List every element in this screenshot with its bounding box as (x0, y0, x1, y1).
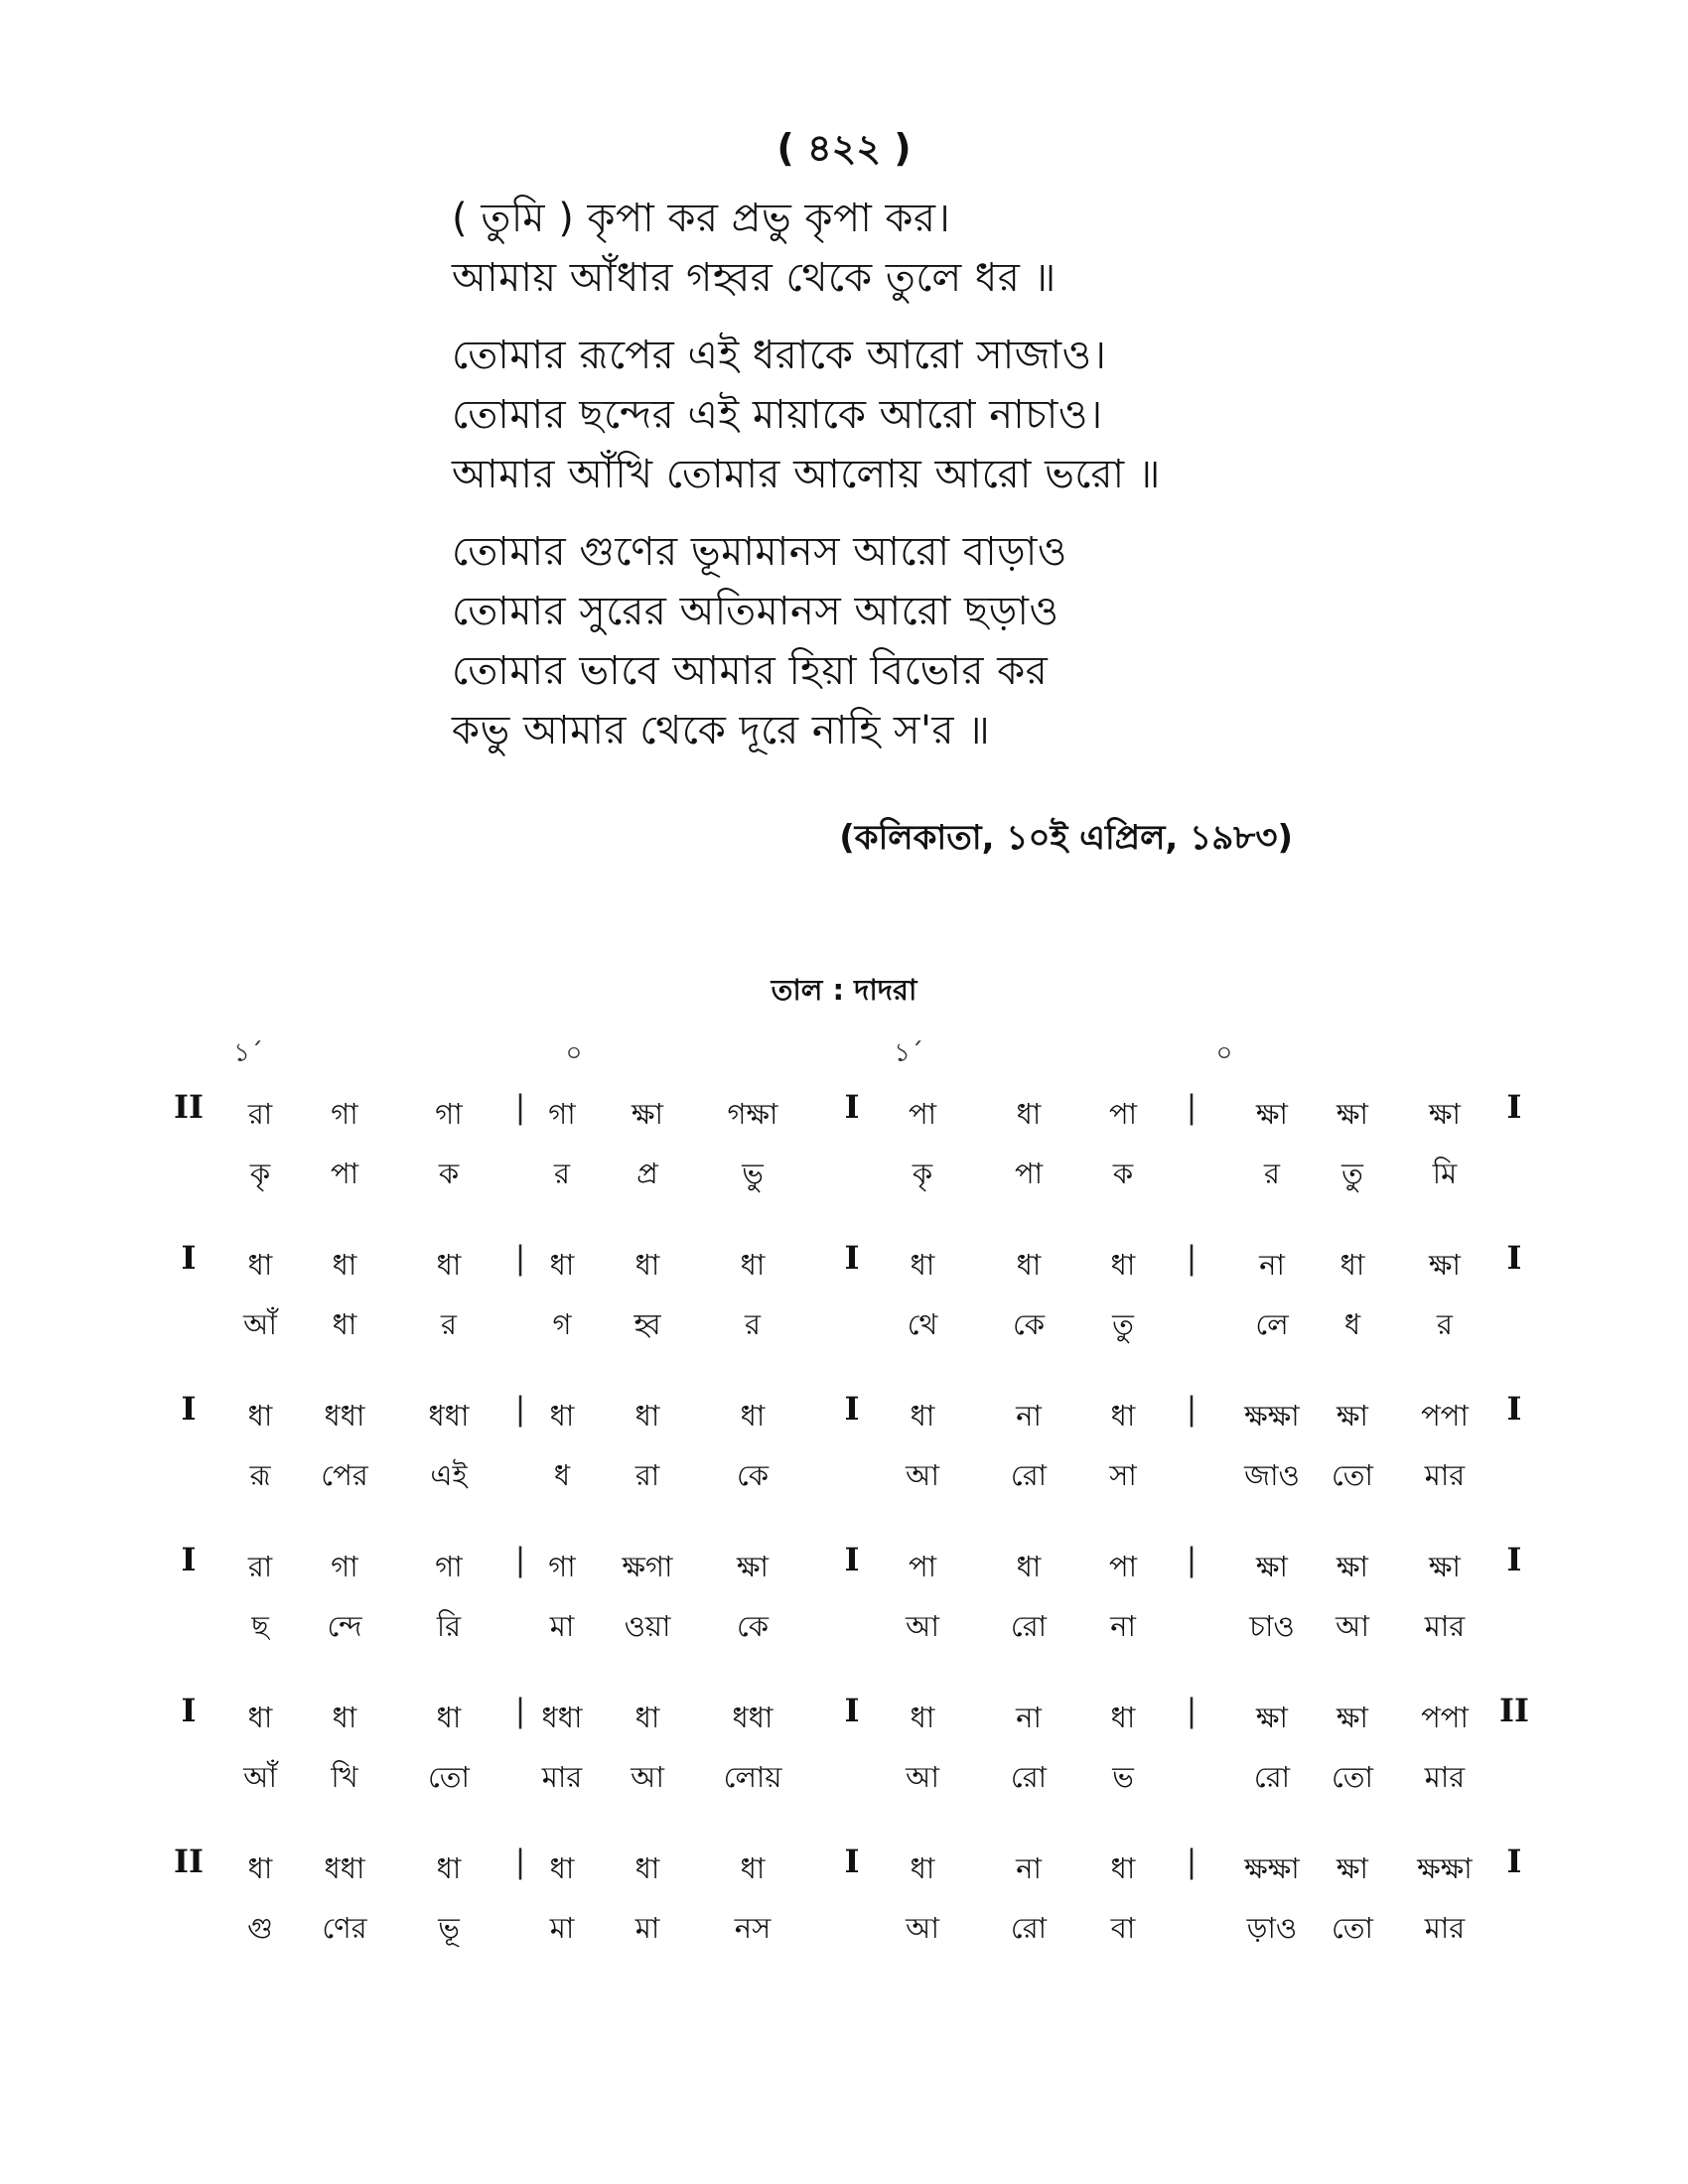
poem-line: তোমার ভাবে আমার হিয়া বিভোর কর (452, 648, 1049, 694)
lyric-syllable: আ (1336, 1609, 1369, 1643)
lyric-syllable: মার (1424, 1760, 1466, 1794)
lyric-syllable: ওয়া (624, 1609, 671, 1643)
place-date-signature: (কলিকাতা, ১০ই এপ্রিল, ১৯৮৩) (839, 818, 1293, 858)
swara-note: পপা (1421, 1399, 1469, 1433)
swara-note: ক্ষা (632, 1097, 663, 1131)
swara-note: ধা (1110, 1399, 1136, 1433)
notation-row (0, 1390, 1688, 1545)
bar-line: | (1186, 1541, 1197, 1578)
bar-line: I (1506, 1239, 1522, 1277)
lyric-syllable: ন্দে (327, 1609, 362, 1643)
lyric-syllable: গ (552, 1307, 572, 1341)
lyric-syllable: আ (906, 1609, 939, 1643)
poem-line: তোমার রূপের এই ধরাকে আরো সাজাও। (452, 333, 1107, 378)
bar-line: I (1506, 1541, 1522, 1578)
swara-note: ধা (1016, 1550, 1042, 1583)
lyric-syllable: আঁ (243, 1307, 277, 1341)
swara-note: ধা (634, 1701, 660, 1734)
swara-note: ক্ষা (1336, 1550, 1368, 1583)
lyric-syllable: লে (1255, 1307, 1289, 1341)
swara-note: ধা (247, 1399, 273, 1433)
bar-line: I (844, 1692, 860, 1729)
poem-stanza (452, 189, 1345, 308)
page-number: ( ৪২২ ) (776, 126, 912, 170)
poem-line: আমায় আঁধার গহ্বর থেকে তুলে ধর ॥ (452, 255, 1056, 301)
lyric-syllable: কে (736, 1609, 770, 1643)
swara-note: না (1016, 1701, 1042, 1734)
swara-note: ধধা (428, 1399, 470, 1433)
poem-line: কভু আমার থেকে দূরে নাহি স'র ॥ (452, 708, 991, 753)
lyric-syllable: হ্ব (633, 1307, 661, 1341)
poem-line: তোমার গুণের ভূমামানস আরো বাড়াও (452, 529, 1067, 575)
lyric-syllable: ধা (332, 1307, 357, 1341)
lyric-syllable: মার (1424, 1458, 1466, 1492)
swara-note: গা (331, 1097, 358, 1131)
lyric-syllable: ধ (1343, 1307, 1361, 1341)
tala-label: তাল : দাদরা (771, 973, 917, 1007)
swara-note: ধা (1110, 1248, 1136, 1282)
swara-note: গা (548, 1097, 576, 1131)
lyric-syllable: জাও (1244, 1458, 1300, 1492)
swara-note: ধা (1110, 1851, 1136, 1885)
lyric-syllable: রি (436, 1609, 462, 1643)
bar-line: I (181, 1541, 197, 1578)
bar-line: | (514, 1088, 526, 1126)
bar-line: | (1186, 1390, 1197, 1428)
lyric-syllable: র (745, 1307, 761, 1341)
swara-note: পপা (1421, 1701, 1469, 1734)
lyric-syllable: মার (541, 1760, 583, 1794)
swara-note: ধা (634, 1851, 660, 1885)
lyric-syllable: রা (634, 1458, 660, 1492)
lyric-syllable: আ (906, 1911, 939, 1945)
beat-markers (0, 1032, 1688, 1072)
swara-note: ধা (910, 1851, 935, 1885)
bar-line: | (1186, 1843, 1197, 1880)
lyric-syllable: এই (430, 1458, 468, 1492)
swara-note: ক্ষা (1336, 1701, 1368, 1734)
swara-note: গা (435, 1550, 463, 1583)
swara-note: ধধা (541, 1701, 583, 1734)
bar-line: I (181, 1390, 197, 1428)
bar-line: I (181, 1239, 197, 1277)
lyric-syllable: রূ (249, 1458, 271, 1492)
lyric-syllable: রো (1010, 1609, 1048, 1643)
swara-note: ক্ষক্ষা (1417, 1851, 1473, 1885)
swara-note: ধা (549, 1851, 575, 1885)
swara-note: ধা (910, 1248, 935, 1282)
swara-note: ধা (247, 1851, 273, 1885)
swara-note: ধধা (732, 1701, 774, 1734)
swara-note: ধা (436, 1851, 462, 1885)
swara-note: না (1016, 1851, 1042, 1885)
lyric-syllable: রো (1010, 1911, 1048, 1945)
swara-note: রা (247, 1550, 273, 1583)
swara-note: পা (908, 1550, 937, 1583)
lyric-syllable: মার (1424, 1609, 1466, 1643)
lyric-syllable: মার (1424, 1911, 1466, 1945)
lyric-syllable: র (1264, 1157, 1280, 1190)
lyric-syllable: বা (1110, 1911, 1136, 1945)
lyric-syllable: সা (1109, 1458, 1137, 1492)
poem-line: তোমার সুরের অতিমানস আরো ছড়াও (452, 589, 1059, 634)
swara-note: ধা (549, 1399, 575, 1433)
lyric-syllable: আঁ (243, 1760, 277, 1794)
swara-note: ক্ষা (1336, 1851, 1368, 1885)
notation-row (0, 1692, 1688, 1846)
lyric-syllable: ভু (742, 1157, 764, 1190)
poem-line: আমার আঁখি তোমার আলোয় আরো ভরো ॥ (452, 452, 1161, 497)
bar-line: II (1499, 1692, 1529, 1729)
lyric-syllable: ক (438, 1157, 460, 1190)
lyric-syllable: প্র (636, 1157, 658, 1190)
swara-note: ধা (1016, 1248, 1042, 1282)
lyric-syllable: লোয় (723, 1760, 782, 1794)
bar-line: | (514, 1239, 526, 1277)
swara-note: ক্ষা (1429, 1097, 1461, 1131)
bar-line: | (1186, 1239, 1197, 1277)
swara-note: পা (908, 1097, 937, 1131)
lyric-syllable: মি (1432, 1157, 1458, 1190)
lyric-syllable: মা (549, 1609, 575, 1643)
lyric-syllable: র (554, 1157, 570, 1190)
lyric-syllable: খি (331, 1760, 358, 1794)
poem-stanza (452, 326, 1345, 504)
poem-line: তোমার ছন্দের এই মায়াকে আরো নাচাও। (452, 392, 1103, 438)
swara-note: ক্ষক্ষা (1244, 1851, 1300, 1885)
swara-note: গা (435, 1097, 463, 1131)
swara-note: ধধা (324, 1399, 365, 1433)
bar-line: I (1506, 1843, 1522, 1880)
lyric-syllable: নস (734, 1911, 772, 1945)
lyric-syllable: রো (1010, 1458, 1048, 1492)
lyric-syllable: আ (906, 1760, 939, 1794)
lyric-syllable: থে (907, 1307, 938, 1341)
swara-note: ধা (634, 1399, 660, 1433)
swara-note: ধা (436, 1248, 462, 1282)
lyric-syllable: আ (631, 1760, 664, 1794)
swara-note: ক্ষা (737, 1550, 769, 1583)
swara-note: ক্ষক্ষা (1244, 1399, 1300, 1433)
lyric-syllable: গু (247, 1911, 273, 1945)
swara-note: ক্ষা (1256, 1550, 1288, 1583)
swara-note: গক্ষা (727, 1097, 778, 1131)
bar-line: | (514, 1843, 526, 1880)
lyric-syllable: কৃ (249, 1157, 271, 1190)
lyric-syllable: ক (1112, 1157, 1134, 1190)
lyric-syllable: তু (1341, 1157, 1363, 1190)
lyric-syllable: ড়াও (1246, 1911, 1298, 1945)
swara-note: ক্ষা (1256, 1097, 1288, 1131)
lyric-syllable: ছ (251, 1609, 269, 1643)
notation-row (0, 1088, 1688, 1243)
bar-line: | (1186, 1088, 1197, 1126)
lyric-syllable: তু (1112, 1307, 1134, 1341)
lyric-syllable: ধ (553, 1458, 571, 1492)
bar-line: I (181, 1692, 197, 1729)
swara-note: ক্ষা (1336, 1097, 1368, 1131)
lyric-syllable: চাও (1249, 1609, 1295, 1643)
bar-line: I (1506, 1390, 1522, 1428)
swara-note: পা (1108, 1097, 1138, 1131)
notation-row (0, 1239, 1688, 1394)
swara-note: ধা (247, 1701, 273, 1734)
lyric-syllable: রো (1253, 1760, 1291, 1794)
poem-stanza (452, 522, 1345, 760)
swara-note: পা (1108, 1550, 1138, 1583)
swara-note: ধধা (324, 1851, 365, 1885)
swara-note: ধা (549, 1248, 575, 1282)
swara-note: ধা (436, 1701, 462, 1734)
lyric-syllable: পের (321, 1458, 368, 1492)
notation-row (0, 1541, 1688, 1696)
swara-note: রা (247, 1097, 273, 1131)
bar-line: | (514, 1692, 526, 1729)
lyric-syllable: তো (1332, 1760, 1373, 1794)
swara-note: ক্ষা (1336, 1399, 1368, 1433)
swara-note: ধা (740, 1248, 766, 1282)
swara-note: ধা (634, 1248, 660, 1282)
swara-note: না (1016, 1399, 1042, 1433)
lyric-syllable: ভূ (438, 1911, 460, 1945)
swara-note: ধা (910, 1399, 935, 1433)
beat-marker: ০ (1215, 1038, 1233, 1068)
lyric-syllable: না (1110, 1609, 1136, 1643)
lyric-syllable: তো (428, 1760, 470, 1794)
bar-line: | (514, 1541, 526, 1578)
swara-note: ক্ষা (1429, 1550, 1461, 1583)
notation-row (0, 1843, 1688, 1997)
lyric-syllable: তো (1332, 1458, 1373, 1492)
lyric-syllable: ভ (1112, 1760, 1134, 1794)
bar-line: | (1186, 1692, 1197, 1729)
lyric-syllable: কে (736, 1458, 770, 1492)
swara-note: ধা (1016, 1097, 1042, 1131)
swara-note: ধা (740, 1399, 766, 1433)
lyric-syllable: কে (1012, 1307, 1046, 1341)
bar-line: I (844, 1541, 860, 1578)
beat-marker: ১´ (233, 1038, 263, 1068)
lyric-syllable: রো (1010, 1760, 1048, 1794)
lyric-syllable: মা (634, 1911, 660, 1945)
swara-note: গা (331, 1550, 358, 1583)
lyric-syllable: আ (906, 1458, 939, 1492)
bar-line: II (174, 1843, 204, 1880)
lyric-syllable: র (441, 1307, 457, 1341)
swara-note: ধা (1339, 1248, 1365, 1282)
lyric-syllable: কৃ (912, 1157, 933, 1190)
swara-note: ক্ষগা (622, 1550, 673, 1583)
swara-note: ধা (1110, 1701, 1136, 1734)
swara-note: ধা (332, 1248, 357, 1282)
lyric-syllable: পা (330, 1157, 359, 1190)
poem (452, 189, 1345, 778)
swara-note: ধা (910, 1701, 935, 1734)
swara-note: ধা (740, 1851, 766, 1885)
beat-marker: ১´ (894, 1038, 923, 1068)
poem-line: ( তুমি ) কৃপা কর প্রভু কৃপা কর। (452, 196, 951, 241)
swara-note: না (1259, 1248, 1285, 1282)
beat-marker: ০ (565, 1038, 583, 1068)
lyric-syllable: তো (1332, 1911, 1373, 1945)
swara-note: ক্ষা (1256, 1701, 1288, 1734)
notation-table (0, 1088, 1688, 1997)
bar-line: I (844, 1843, 860, 1880)
bar-line: I (844, 1390, 860, 1428)
swara-note: গা (548, 1550, 576, 1583)
swara-note: ধা (247, 1248, 273, 1282)
bar-line: I (1506, 1088, 1522, 1126)
lyric-syllable: মা (549, 1911, 575, 1945)
bar-line: I (844, 1239, 860, 1277)
bar-line: I (844, 1088, 860, 1126)
swara-note: ক্ষা (1429, 1248, 1461, 1282)
lyric-syllable: ণের (322, 1911, 367, 1945)
lyric-syllable: র (1437, 1307, 1453, 1341)
lyric-syllable: পা (1014, 1157, 1044, 1190)
swara-note: ধা (332, 1701, 357, 1734)
bar-line: II (174, 1088, 204, 1126)
bar-line: | (514, 1390, 526, 1428)
